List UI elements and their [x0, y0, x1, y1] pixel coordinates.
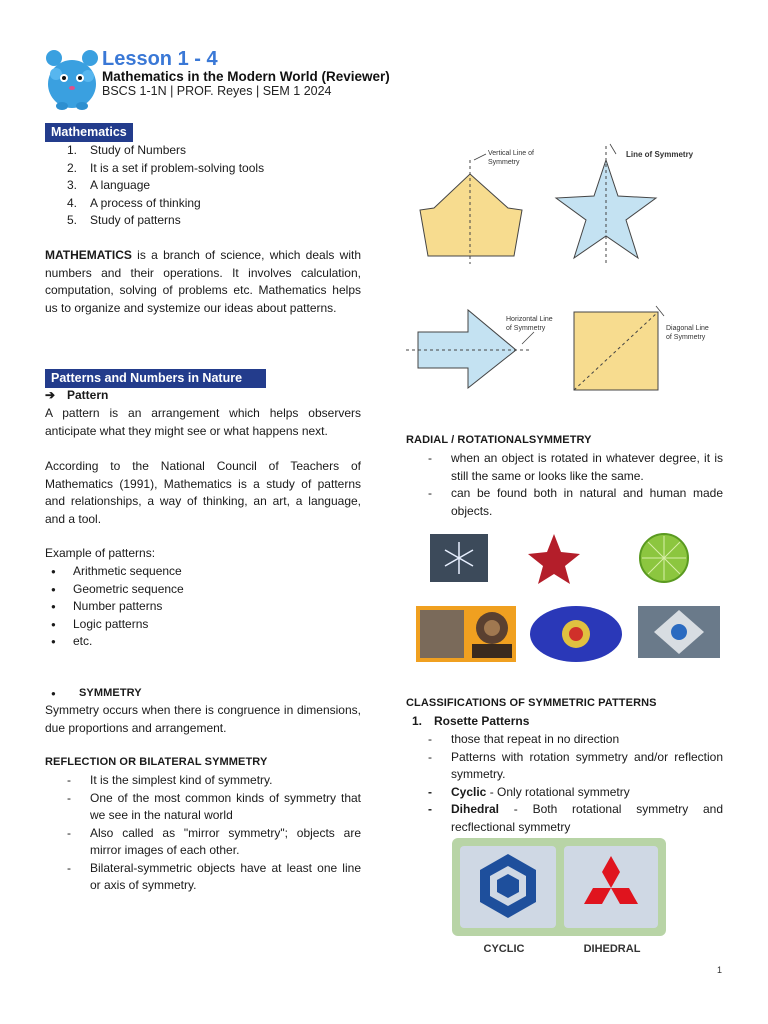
- diagonal-line-label-1: Diagonal Line: [666, 325, 709, 332]
- list-item: - can be found both in natural and human made objects.: [428, 486, 723, 518]
- list-item: - when an object is rotated in whatever degree, it is still the same or looks like the same.: [428, 451, 723, 483]
- crown-shape: [420, 174, 522, 256]
- symmetry-definition: Symmetry occurs when there is congruence in dimensions, due proportions and arrangement.: [45, 703, 361, 735]
- rosette-subheading: 1. Rosette Patterns: [412, 714, 530, 728]
- examples-title: Example of patterns:: [45, 546, 156, 560]
- rosette-examples-figure: [452, 838, 666, 958]
- nctm-paragraph: According to the National Council of Teachers of Mathematics (1991), Mathematics is a study of patterns and relationships, a way of thinking, an art, a language, and a tool.: [45, 459, 361, 526]
- starfish-photo: [528, 534, 580, 584]
- list-item: - One of the most common kinds of symmetry that we see in the natural world: [67, 790, 361, 822]
- list-item: - Bilateral-symmetric objects have at least one line or axis of symmetry.: [67, 860, 361, 892]
- list-item: ● etc.: [45, 633, 361, 651]
- dihedral-caption: DIHEDRAL: [583, 943, 641, 955]
- line-of-symmetry-label: Line of Symmetry: [626, 150, 694, 159]
- lime-segments-icon: [642, 536, 686, 580]
- cyclic-caption: CYCLIC: [483, 943, 525, 955]
- list-item: 1. Study of Numbers: [67, 143, 187, 157]
- list-item: - It is the simplest kind of symmetry.: [67, 773, 273, 787]
- arrow-icon: ➔: [45, 388, 56, 402]
- diagonal-line-label-2: of Symmetry: [666, 334, 706, 341]
- radial-examples-figure: [404, 522, 724, 664]
- pattern-subheading: ➔ Pattern: [45, 387, 361, 405]
- examples-list: [45, 563, 361, 651]
- vertical-line-label-1: Vertical Line of: [488, 150, 534, 157]
- horizontal-line-label-1: Horizontal Line: [506, 316, 553, 323]
- document-header: [44, 44, 724, 114]
- list-item: ● Logic patterns: [45, 616, 361, 634]
- course-title: Mathematics in the Modern World (Reviewer): [102, 69, 390, 84]
- mathematics-list: [45, 142, 361, 230]
- section-label-patterns: Patterns and Numbers in Nature: [45, 369, 266, 388]
- list-item: - Also called as "mirror symmetry"; objects are mirror images of each other.: [67, 825, 361, 857]
- list-item: 5. Study of patterns: [67, 213, 181, 227]
- list-item: ● Arithmetic sequence: [45, 563, 361, 581]
- arrow-shape: [418, 310, 516, 388]
- line-symmetry-figure: [404, 138, 724, 398]
- radial-list: [406, 450, 723, 520]
- list-item: ● Geometric sequence: [45, 581, 361, 599]
- list-item: - those that repeat in no direction: [428, 732, 620, 746]
- mascot-logo: [44, 44, 100, 112]
- reflection-heading: REFLECTION OR BILATERAL SYMMETRY: [45, 756, 268, 768]
- pattern-definition: A pattern is an arrangement which helps observers anticipate what they might see or what happens next.: [45, 406, 361, 438]
- rosette-list: [406, 731, 723, 836]
- symmetry-heading-list: [45, 685, 361, 703]
- page-number: 1: [716, 965, 722, 975]
- vertical-line-label-2: Symmetry: [488, 159, 520, 166]
- radial-heading: RADIAL / ROTATIONALSYMMETRY: [406, 434, 592, 446]
- symmetry-heading: ● SYMMETRY: [45, 685, 361, 703]
- mathematics-definition: MATHEMATICS is a branch of science, which deals with numbers and their operations. It involves calculation, computation, solving of problems etc. Mathematics helps us to organize and systemize our ideas about patterns.: [45, 248, 361, 315]
- course-meta: BSCS 1-1N | PROF. Reyes | SEM 1 2024: [102, 84, 332, 98]
- list-item: 2. It is a set if problem-solving tools: [67, 160, 265, 175]
- horizontal-line-label-2: of Symmetry: [506, 325, 546, 332]
- classifications-heading: CLASSIFICATIONS OF SYMMETRIC PATTERNS: [406, 697, 657, 709]
- list-item: ● Number patterns: [45, 598, 361, 616]
- reflection-list: [45, 772, 361, 895]
- list-item: - Dihedral - Both rotational symmetry and recflectional symmetry: [428, 802, 723, 834]
- list-item: 4. A process of thinking: [67, 195, 201, 210]
- lesson-title: Lesson 1 - 4: [102, 48, 218, 70]
- list-item: - Patterns with rotation symmetry and/or reflection symmetry.: [428, 749, 723, 781]
- list-item: 3. A language: [67, 178, 151, 192]
- section-label-mathematics: Mathematics: [45, 123, 133, 142]
- list-item: - Cyclic - Only rotational symmetry: [428, 784, 630, 799]
